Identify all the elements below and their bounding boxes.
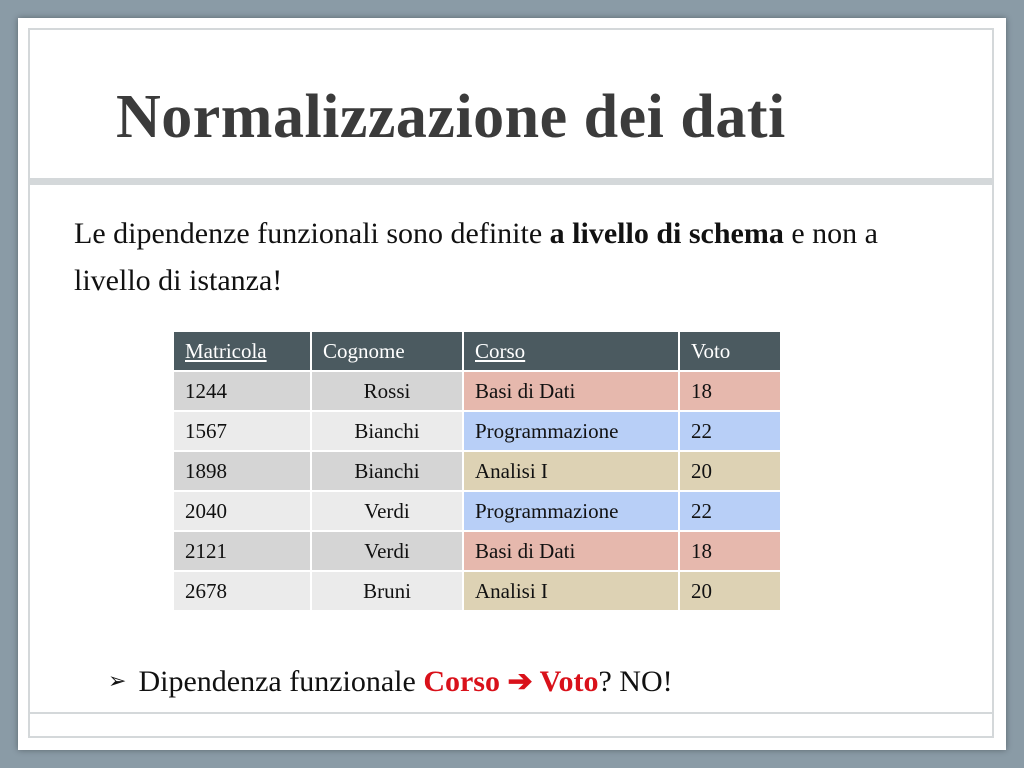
table-row <box>173 491 781 531</box>
bullet-point <box>108 664 673 699</box>
dependency-from: Corso <box>423 665 500 698</box>
intro-bold-text: a livello di schema <box>549 217 784 250</box>
header-cognome: Cognome <box>311 331 463 371</box>
cell-matricola: 2121 <box>173 531 311 571</box>
cell-matricola: 1567 <box>173 411 311 451</box>
table-header-row <box>173 331 781 371</box>
intro-text-2: e non a livello di istanza! <box>74 217 878 297</box>
cell-matricola: 2040 <box>173 491 311 531</box>
slide <box>18 18 1006 750</box>
cell-voto: 20 <box>679 451 781 491</box>
table-row <box>173 531 781 571</box>
title-divider <box>28 178 994 185</box>
cell-voto: 18 <box>679 371 781 411</box>
cell-voto: 18 <box>679 531 781 571</box>
arrowhead-bullet-icon: ➢ <box>108 669 127 694</box>
cell-matricola: 1244 <box>173 371 311 411</box>
cell-cognome: Bruni <box>311 571 463 611</box>
right-arrow-icon: ➔ <box>507 665 533 698</box>
bullet-text: Dipendenza funzionale <box>138 665 424 698</box>
cell-voto: 20 <box>679 571 781 611</box>
bullet-suffix: ? NO! <box>598 665 673 698</box>
header-voto: Voto <box>679 331 781 371</box>
cell-voto: 22 <box>679 491 781 531</box>
enrollment-table <box>172 330 782 612</box>
cell-cognome: Bianchi <box>311 411 463 451</box>
header-corso: Corso <box>463 331 679 371</box>
cell-corso: Basi di Dati <box>463 371 679 411</box>
intro-paragraph <box>74 210 914 304</box>
cell-cognome: Verdi <box>311 531 463 571</box>
cell-matricola: 1898 <box>173 451 311 491</box>
table-row <box>173 411 781 451</box>
cell-matricola: 2678 <box>173 571 311 611</box>
bottom-divider <box>28 712 994 714</box>
cell-cognome: Verdi <box>311 491 463 531</box>
cell-corso: Analisi I <box>463 451 679 491</box>
table-row <box>173 571 781 611</box>
slide-title: Normalizzazione dei dati <box>116 83 786 151</box>
cell-cognome: Rossi <box>311 371 463 411</box>
header-matricola: Matricola <box>173 331 311 371</box>
cell-corso: Programmazione <box>463 491 679 531</box>
dependency-to: Voto <box>539 665 599 698</box>
table-row <box>173 451 781 491</box>
cell-corso: Analisi I <box>463 571 679 611</box>
cell-corso: Programmazione <box>463 411 679 451</box>
cell-voto: 22 <box>679 411 781 451</box>
table-row <box>173 371 781 411</box>
cell-cognome: Bianchi <box>311 451 463 491</box>
cell-corso: Basi di Dati <box>463 531 679 571</box>
intro-text-1: Le dipendenze funzionali sono definite <box>74 217 550 250</box>
